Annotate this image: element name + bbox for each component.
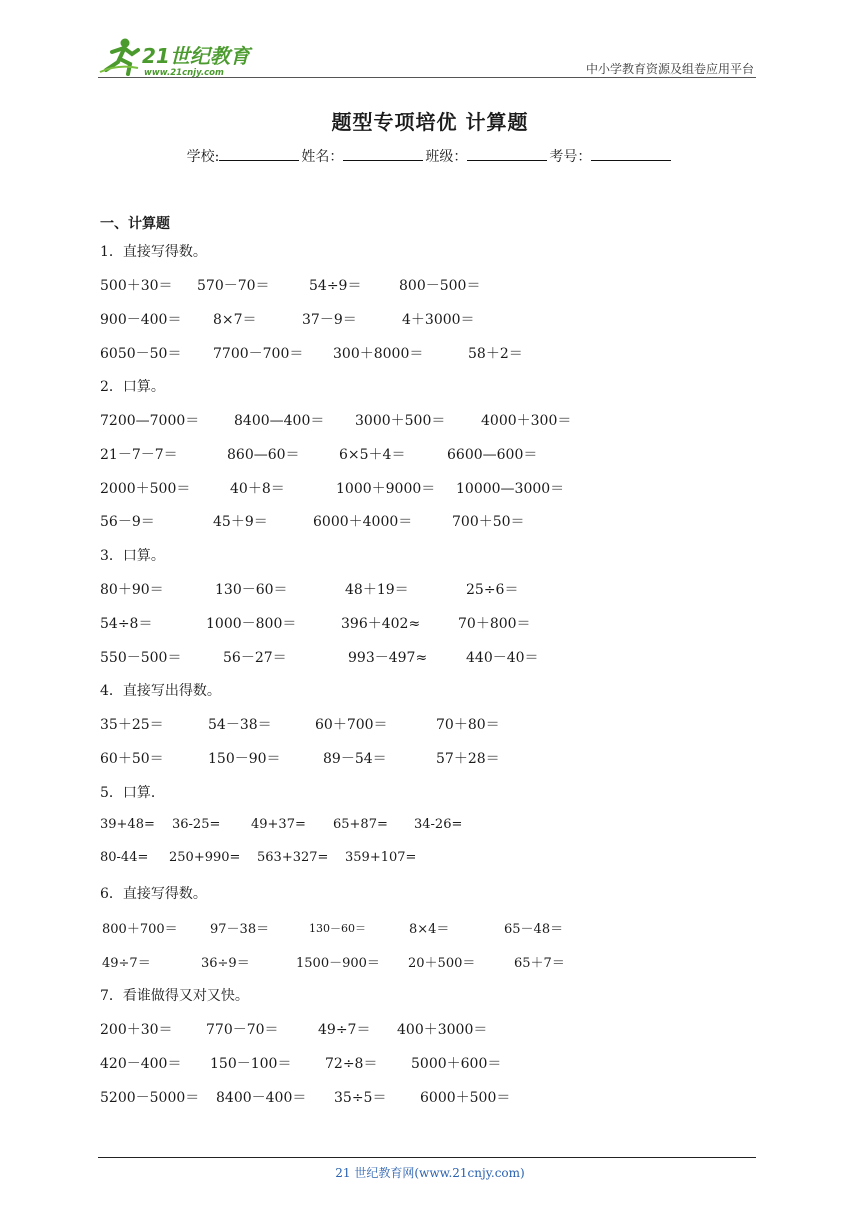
expression: 300＋8000＝ [333, 346, 424, 362]
expression: 1000－800＝ [206, 616, 297, 632]
expression: 4＋3000＝ [402, 312, 475, 328]
exam-no-field[interactable] [591, 146, 671, 161]
expression: 6000＋4000＝ [313, 514, 413, 530]
question-2-row [0, 410, 860, 430]
expression: 97－38＝ [210, 922, 270, 937]
question-2-row [0, 444, 860, 464]
question-3-row [0, 647, 860, 667]
expression: 35＋25＝ [100, 717, 164, 733]
expression: 40＋8＝ [230, 481, 285, 497]
expression: 8×4＝ [409, 922, 450, 937]
logo-url: www.21cnjy.com [144, 68, 224, 78]
expression: 80＋90＝ [100, 582, 164, 598]
exam-no-label: 考号： [549, 149, 592, 165]
question-7-row [0, 1087, 860, 1107]
platform-name: 中小学教育资源及组卷应用平台 [585, 62, 754, 76]
expression: 1000＋9000＝ [336, 481, 436, 497]
expression: 5000＋600＝ [411, 1056, 502, 1072]
footer-divider [98, 1157, 756, 1158]
expression: 49+37= [251, 817, 306, 832]
expression: 37－9＝ [302, 312, 357, 328]
page-title: 题型专项培优 计算题 [331, 110, 529, 134]
name-label: 姓名： [301, 149, 344, 165]
expression: 65+87= [333, 817, 388, 832]
question-6-row [0, 952, 860, 972]
expression: 45＋9＝ [213, 514, 268, 530]
expression: 860—60＝ [227, 447, 300, 463]
expression: 54÷9＝ [309, 278, 362, 294]
question-5-row [0, 850, 860, 870]
expression: 396＋402≈ [341, 616, 421, 632]
expression: 48＋19＝ [345, 582, 409, 598]
expression: 420－400＝ [100, 1056, 182, 1072]
question-3-label: 3．口算。 [100, 548, 165, 564]
expression: 993－497≈ [348, 650, 428, 666]
expression: 20＋500＝ [408, 956, 476, 971]
logo-text: 21世纪教育 [142, 44, 250, 68]
expression: 200＋30＝ [100, 1022, 173, 1038]
expression: 36-25= [172, 817, 221, 832]
expression: 6×5＋4＝ [339, 447, 406, 463]
expression: 570－70＝ [197, 278, 270, 294]
expression: 3000＋500＝ [355, 413, 446, 429]
expression: 36÷9＝ [201, 956, 250, 971]
expression: 900－400＝ [100, 312, 182, 328]
expression: 8400—400＝ [234, 413, 325, 429]
expression: 150－100＝ [210, 1056, 292, 1072]
question-3-row [0, 613, 860, 633]
expression: 800＋700＝ [102, 922, 178, 937]
expression: 80-44= [100, 850, 149, 865]
expression: 34-26= [414, 817, 463, 832]
question-4-row [0, 748, 860, 768]
expression: 563+327= [257, 850, 329, 865]
question-1-row [0, 343, 860, 363]
expression: 54÷8＝ [100, 616, 153, 632]
expression: 800－500＝ [399, 278, 481, 294]
expression: 1500－900＝ [296, 956, 380, 971]
section-heading: 一、计算题 [100, 216, 170, 232]
expression: 65＋7＝ [514, 956, 565, 971]
expression: 6050－50＝ [100, 346, 182, 362]
expression: 72÷8＝ [325, 1056, 378, 1072]
expression: 130－60＝ [215, 582, 288, 598]
page-header [98, 34, 756, 78]
expression: 6000＋500＝ [420, 1090, 511, 1106]
question-6-row [0, 918, 860, 938]
expression: 56－9＝ [100, 514, 155, 530]
class-field[interactable] [467, 146, 547, 161]
expression: 60＋700＝ [315, 717, 388, 733]
expression: 700＋50＝ [452, 514, 525, 530]
expression: 7700－700＝ [213, 346, 304, 362]
question-5-row [0, 817, 860, 837]
expression: 550－500＝ [100, 650, 182, 666]
expression: 400＋3000＝ [397, 1022, 488, 1038]
question-6-label: 6．直接写得数。 [100, 886, 207, 902]
expression: 359+107= [345, 850, 417, 865]
question-2-label: 2．口算。 [100, 379, 165, 395]
question-2-row [0, 511, 860, 531]
name-field[interactable] [343, 146, 423, 161]
expression: 49÷7＝ [102, 956, 151, 971]
expression: 500＋30＝ [100, 278, 173, 294]
expression: 130－60＝ [309, 922, 366, 935]
expression: 58＋2＝ [468, 346, 523, 362]
expression: 21－7－7＝ [100, 447, 178, 463]
school-field[interactable] [219, 146, 299, 161]
expression: 70＋800＝ [458, 616, 531, 632]
logo-21cnjy [98, 34, 268, 78]
expression: 2000＋500＝ [100, 481, 191, 497]
expression: 54－38＝ [208, 717, 272, 733]
expression: 770－70＝ [206, 1022, 279, 1038]
question-1-label: 1．直接写得数。 [100, 244, 207, 260]
expression: 56－27＝ [223, 650, 287, 666]
question-7-row [0, 1053, 860, 1073]
expression: 8×7＝ [213, 312, 257, 328]
question-1-row [0, 275, 860, 295]
question-2-row [0, 478, 860, 498]
expression: 6600—600＝ [447, 447, 538, 463]
expression: 65－48＝ [504, 922, 564, 937]
expression: 25÷6＝ [466, 582, 519, 598]
header-divider [98, 77, 756, 78]
school-label: 学校: [186, 149, 220, 165]
runner-icon [100, 39, 138, 75]
expression: 440－40＝ [466, 650, 539, 666]
expression: 60＋50＝ [100, 751, 164, 767]
expression: 70＋80＝ [436, 717, 500, 733]
expression: 5200－5000＝ [100, 1090, 200, 1106]
expression: 57＋28＝ [436, 751, 500, 767]
expression: 7200—7000＝ [100, 413, 200, 429]
expression: 49÷7＝ [318, 1022, 371, 1038]
expression: 89－54＝ [323, 751, 387, 767]
question-4-row [0, 714, 860, 734]
question-3-row [0, 579, 860, 599]
expression: 250+990= [169, 850, 241, 865]
expression: 10000—3000＝ [456, 481, 565, 497]
question-1-row [0, 309, 860, 329]
question-4-label: 4．直接写出得数。 [100, 683, 221, 699]
expression: 150－90＝ [208, 751, 281, 767]
expression: 8400－400＝ [216, 1090, 307, 1106]
expression: 4000＋300＝ [481, 413, 572, 429]
expression: 39+48= [100, 817, 155, 832]
expression: 35÷5＝ [334, 1090, 387, 1106]
question-7-label: 7．看谁做得又对又快。 [100, 988, 249, 1004]
question-5-label: 5．口算． [100, 785, 165, 801]
question-7-row [0, 1019, 860, 1039]
student-info [0, 146, 860, 166]
class-label: 班级： [425, 149, 468, 165]
footer-link[interactable]: 21 世纪教育网(www.21cnjy.com) [335, 1166, 525, 1180]
